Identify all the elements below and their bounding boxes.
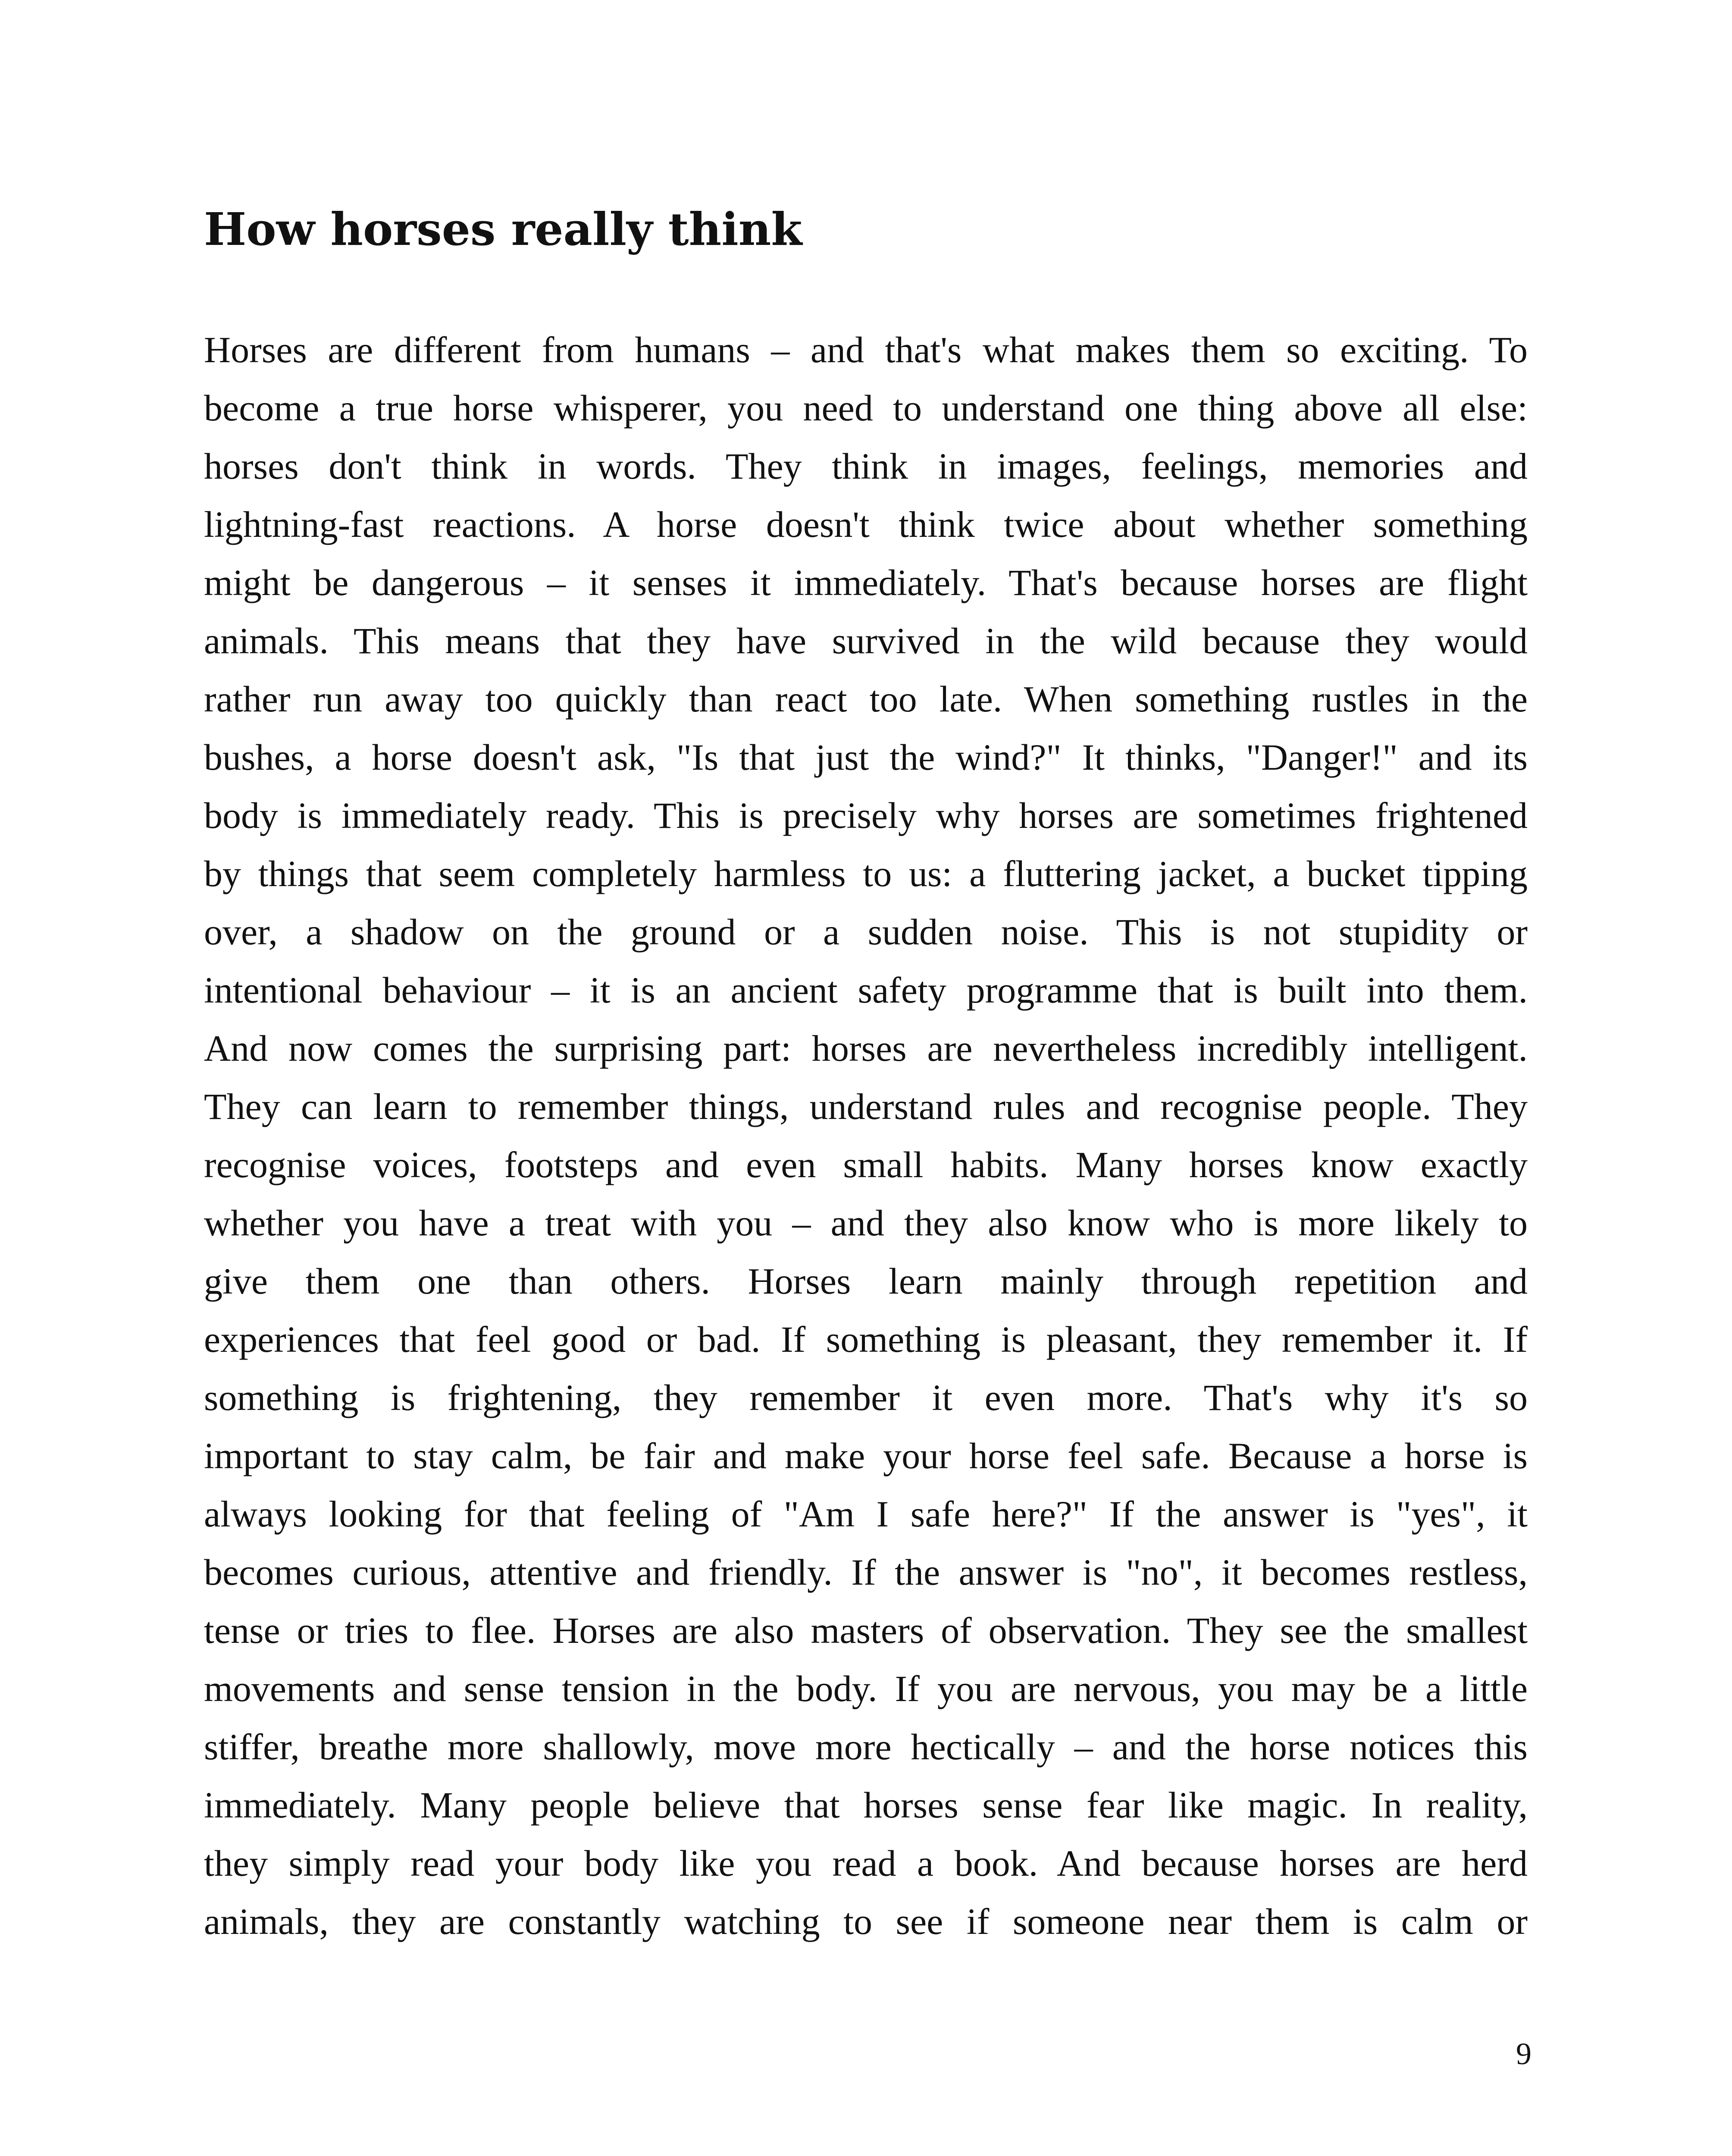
text-line: animals, they are constantly watching to see if someone near them is calm or: [204, 1901, 1528, 1942]
page-number: 9: [1516, 2037, 1532, 2071]
text-line: bushes, a horse doesn't ask, "Is that just the wind?" It thinks, "Danger!" and its: [204, 736, 1528, 778]
text-line: Horses are different from humans – and that's what makes them so exciting. To: [204, 329, 1528, 370]
text-line: they simply read your body like you read a book. And because horses are herd: [204, 1843, 1528, 1884]
text-line: stiffer, breathe more shallowly, move more hectically – and the horse notices this: [204, 1726, 1528, 1767]
text-line: body is immediately ready. This is precisely why horses are sometimes frightened: [204, 795, 1528, 836]
text-line: give them one than others. Horses learn mainly through repetition and: [204, 1260, 1528, 1302]
text-line: become a true horse whisperer, you need to understand one thing above all else:: [204, 387, 1528, 429]
text-line: animals. This means that they have survived in the wild because they would: [204, 620, 1528, 661]
text-line: important to stay calm, be fair and make your horse feel safe. Because a horse is: [204, 1435, 1528, 1476]
text-line: something is frightening, they remember it even more. That's why it's so: [204, 1377, 1528, 1418]
text-line: lightning-fast reactions. A horse doesn't think twice about whether something: [204, 504, 1528, 545]
body-paragraph: [204, 321, 1528, 1951]
text-line: tense or tries to flee. Horses are also masters of observation. They see the smallest: [204, 1610, 1528, 1651]
text-line: becomes curious, attentive and friendly. If the answer is "no", it becomes restless,: [204, 1551, 1528, 1593]
text-line: always looking for that feeling of "Am I safe here?" If the answer is "yes", it: [204, 1493, 1528, 1535]
text-line: might be dangerous – it senses it immediately. That's because horses are flight: [204, 562, 1528, 603]
text-line: rather run away too quickly than react too late. When something rustles in the: [204, 678, 1528, 720]
text-line: And now comes the surprising part: horses are nevertheless incredibly intelligent.: [204, 1028, 1528, 1069]
chapter-title: How horses really think: [204, 203, 802, 256]
text-line: by things that seem completely harmless to us: a fluttering jacket, a bucket tipping: [204, 853, 1528, 894]
text-line: They can learn to remember things, understand rules and recognise people. They: [204, 1086, 1528, 1127]
text-line: experiences that feel good or bad. If something is pleasant, they remember it. If: [204, 1319, 1528, 1360]
text-line: intentional behaviour – it is an ancient safety programme that is built into them.: [204, 969, 1528, 1011]
text-line: immediately. Many people believe that horses sense fear like magic. In reality,: [204, 1784, 1528, 1826]
text-line: movements and sense tension in the body. If you are nervous, you may be a little: [204, 1668, 1528, 1709]
text-line: over, a shadow on the ground or a sudden noise. This is not stupidity or: [204, 911, 1528, 953]
text-line: horses don't think in words. They think in images, feelings, memories and: [204, 445, 1528, 487]
text-line: whether you have a treat with you – and they also know who is more likely to: [204, 1202, 1528, 1244]
text-line: recognise voices, footsteps and even small habits. Many horses know exactly: [204, 1144, 1528, 1185]
